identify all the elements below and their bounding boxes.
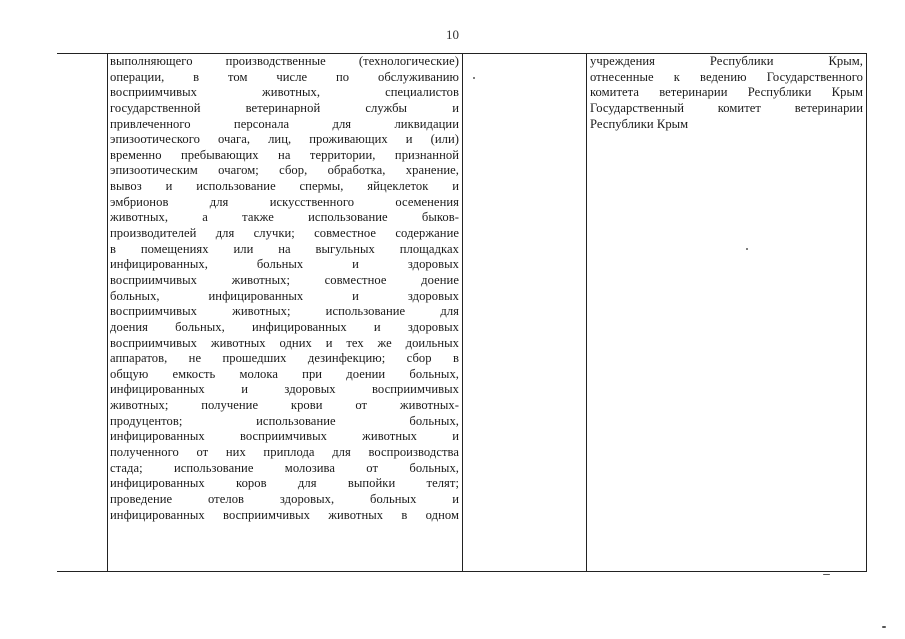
text-line: стада; использование молозива от больных, [110, 460, 459, 475]
text-line: продуцентов; использование больных, [110, 413, 459, 428]
text-line: в помещениях или на выгульных площадках [110, 241, 459, 256]
text-line: инфицированных восприимчивых животных и [110, 429, 459, 444]
text-line: Государственный комитет ветеринарии [590, 100, 863, 115]
text-line: полученного от них приплода для воспроизводства [110, 445, 459, 460]
text-line: животных, а также использование быков- [110, 210, 459, 225]
measures-description-cell [110, 54, 459, 523]
responsible-authority-cell [590, 54, 863, 132]
scan-speck [882, 626, 886, 628]
page-number: 10 [446, 27, 459, 42]
text-line: восприимчивых животных одних и тех же доильных [110, 335, 459, 350]
table-column-divider-2 [462, 53, 463, 572]
text-line: животных; получение крови от животных- [110, 398, 459, 413]
text-line: восприимчивых животных, специалистов [110, 85, 459, 100]
text-line: доения больных, инфицированных и здоровых [110, 319, 459, 334]
text-line: инфицированных, больных и здоровых [110, 257, 459, 272]
table-column-divider-4 [866, 53, 867, 572]
text-line: инфицированных и здоровых восприимчивых [110, 382, 459, 397]
table-column-divider-1 [107, 53, 108, 572]
text-line: восприимчивых животных; использование для [110, 304, 459, 319]
text-line: комитета ветеринарии Республики Крым [590, 85, 863, 100]
text-line: инфицированных восприимчивых животных в одном [110, 507, 459, 522]
text-line: привлеченного персонала для ликвидации [110, 116, 459, 131]
text-line: больных, инфицированных и здоровых [110, 288, 459, 303]
text-line: операции, в том числе по обслуживанию [110, 69, 459, 84]
scan-speck [823, 574, 830, 575]
text-line: проведение отелов здоровых, больных и [110, 491, 459, 506]
text-line: отнесенные к ведению Государственного [590, 69, 863, 84]
text-line: временно пребывающих на территории, признанной [110, 147, 459, 162]
text-line: общую емкость молока при доении больных, [110, 366, 459, 381]
text-line: эпизоотического очага, лиц, проживающих и (или) [110, 132, 459, 147]
text-line: эмбрионов для искусственного осеменения [110, 194, 459, 209]
text-line: аппаратов, не прошедших дезинфекцию; сбор в [110, 351, 459, 366]
text-line: эпизоотическим очагом; сбор, обработка, хранение, [110, 163, 459, 178]
text-line: выполняющего производственные (технологические) [110, 54, 459, 68]
text-line: учреждения Республики Крым, [590, 54, 863, 68]
scan-speck [473, 77, 475, 79]
text-line: вывоз и использование спермы, яйцеклеток и [110, 179, 459, 194]
text-line: Республики Крым [590, 116, 689, 131]
text-line: восприимчивых животных; совместное доение [110, 272, 459, 287]
text-line: производителей для случки; совместное содержание [110, 226, 459, 241]
scan-speck [746, 248, 748, 250]
text-line: инфицированных коров для выпойки телят; [110, 476, 459, 491]
text-line: государственной ветеринарной службы и [110, 100, 459, 115]
table-column-divider-3 [586, 53, 587, 572]
